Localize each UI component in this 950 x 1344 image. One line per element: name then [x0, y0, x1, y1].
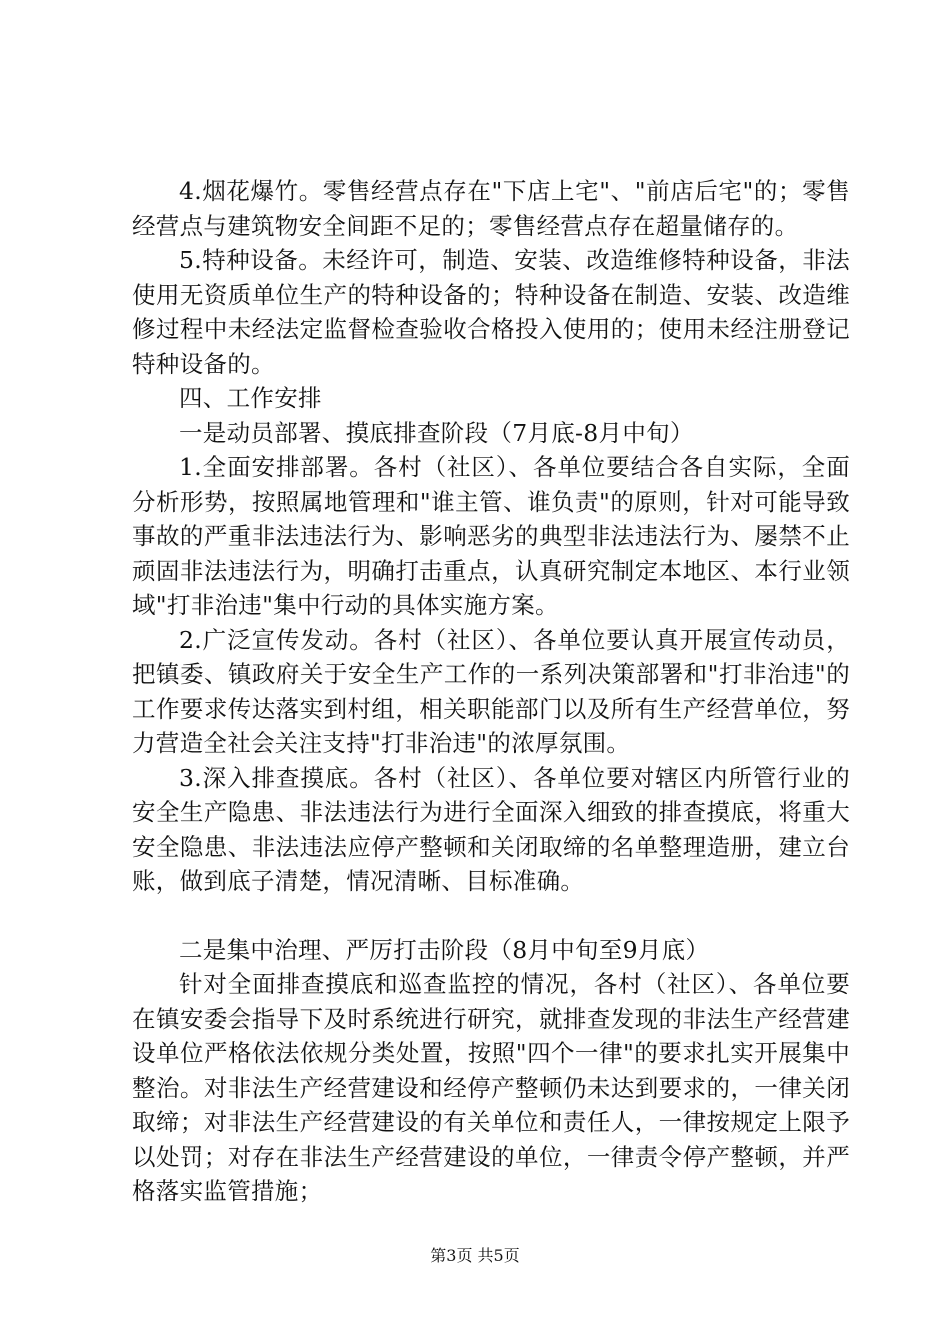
paragraph-deployment: 1.全面安排部署。各村（社区）、各单位要结合各自实际，全面分析形势，按照属地管理和"谁主管、谁负责"的原则，针对可能导致事故的严重非法违法行为、影响恶劣的典型非法违法行为、屡禁不止顽固非法违法行为，明确打击重点，认真研究制定本地区、本行业领域"打非治违"集中行动的具体实施方案。: [132, 453, 850, 619]
page-number-footer: 第3页 共5页: [430, 1246, 520, 1265]
paragraph-publicity: 2.广泛宣传发动。各村（社区）、各单位要认真开展宣传动员，把镇委、镇政府关于安全生产工作的一系列决策部署和"打非治违"的工作要求传达落实到村组，相关职能部门以及所有生产经营单位，努力营造全社会关注支持"打非治违"的浓厚氛围。: [132, 625, 850, 757]
section-heading-work-arrangement: 四、工作安排: [179, 384, 322, 412]
paragraph-investigation: 3.深入排查摸底。各村（社区）、各单位要对辖区内所管行业的安全生产隐患、非法违法行为进行全面深入细致的排查摸底，将重大安全隐患、非法违法应停产整顿和关闭取缔的名单整理造册，建立台账，做到底子清楚，情况清晰、目标准确。: [132, 763, 850, 895]
paragraph-fireworks: 4.烟花爆竹。零售经营点存在"下店上宅"、"前店后宅"的；零售经营点与建筑物安全间距不足的；零售经营点存在超量储存的。: [132, 177, 850, 240]
document-body: [132, 174, 850, 1209]
phase-two-heading: 二是集中治理、严厉打击阶段（8月中旬至9月底）: [179, 935, 710, 964]
paragraph-special-equipment: 5.特种设备。未经许可，制造、安装、改造维修特种设备，非法使用无资质单位生产的特种设备的；特种设备在制造、安装、改造维修过程中未经法定监督检查验收合格投入使用的；使用未经注册登记特种设备的。: [132, 246, 850, 378]
paragraph-centralized-governance: 针对全面排查摸底和巡查监控的情况，各村（社区）、各单位要在镇安委会指导下及时系统进行研究，就排查发现的非法生产经营建设单位严格依法依规分类处置，按照"四个一律"的要求扎实开展集中整治。对非法生产经营建设和经停产整顿仍未达到要求的，一律关闭取缔；对非法生产经营建设的有关单位和责任人，一律按规定上限予以处罚；对存在非法生产经营建设的单位，一律责令停产整顿，并严格落实监管措施；: [132, 970, 850, 1205]
paragraph-spacer: [132, 899, 850, 933]
phase-one-heading: 一是动员部署、摸底排查阶段（7月底-8月中旬）: [179, 418, 694, 447]
